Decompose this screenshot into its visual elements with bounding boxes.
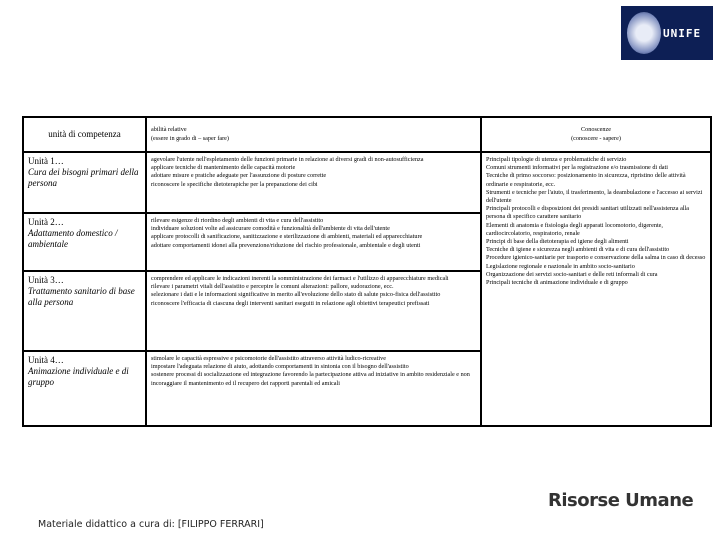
- knowledge-cell: [481, 152, 711, 426]
- header-abilities: [146, 117, 481, 152]
- knowledge-item: Legislazione regionale e nazionale in ambito socio-sanitario: [486, 262, 635, 270]
- unit-title: Unità 4…: [28, 355, 64, 365]
- ability-item: rilevare i parametri vitali dell'assistito e percepire le comuni alterazioni: pallore, sudorazione, ecc.: [151, 283, 394, 291]
- unit-title: Unità 3…: [28, 275, 64, 285]
- ability-item: rilevare esigenze di riordino degli ambienti di vita e cura dell'assistito: [151, 217, 324, 224]
- unit-title: Unità 1…: [28, 156, 64, 166]
- unit-cell: [23, 351, 146, 426]
- header-knowledge-title: Conoscenze: [581, 126, 611, 134]
- ability-item: impostare l'adeguata relazione di aiuto, adottando comportamenti in sintonia con il bisogno dell'assistito: [151, 363, 409, 371]
- abilities-cell: [146, 271, 481, 351]
- knowledge-item: Organizzazione dei servizi socio-sanitari e delle reti informali di cura: [486, 270, 658, 278]
- header-abilities-title: abilità relative: [151, 126, 187, 134]
- knowledge-item: Principali tipologie di utenza e problematiche di servizio: [486, 156, 627, 163]
- footer-credit: Materiale didattico a cura di: [FILIPPO FERRARI]: [38, 519, 264, 530]
- ability-item: applicare protocolli di sanificazione, sanitizzazione e sterilizzazione di ambienti, materiali ed apparecchiature: [151, 233, 423, 241]
- ability-item: applicare tecniche di mantenimento delle capacità motorie: [151, 164, 296, 172]
- unit-cell: [23, 213, 146, 271]
- unit-description: Cura dei bisogni primari della persona: [28, 167, 139, 188]
- ability-item: selezionare i dati e le informazioni significative in merito all'evoluzione dello stato di salute psico-fisica dell'assistito: [151, 291, 441, 299]
- unit-description: Animazione individuale e di gruppo: [28, 366, 129, 387]
- abilities-cell: [146, 351, 481, 426]
- risorse-umane-logo-text: Risorse Umane: [548, 490, 694, 511]
- knowledge-item: Principi di base della dietoterapia ed igiene degli alimenti: [486, 238, 629, 246]
- knowledge-item: Tecniche di igiene e sicurezza negli ambienti di vita e di cura dell'assistito: [486, 246, 670, 254]
- ability-item: stimolare le capacità espressive e psicomotorie dell'assistito attraverso attività ludico-ricreative: [151, 355, 386, 362]
- header-abilities-sub: (essere in grado di – saper fare): [151, 134, 229, 142]
- ability-item: adottare misure e pratiche adeguate per l'assunzione di posture corrette: [151, 172, 327, 180]
- header-knowledge-sub: (conoscere - sapere): [571, 134, 621, 142]
- table-header-row: [23, 117, 711, 152]
- unit-cell: [23, 271, 146, 351]
- ability-item: riconoscere l'efficacia di ciascuna degli interventi sanitari eseguiti in relazione agli obiettivi terapeutici prefissati: [151, 299, 430, 307]
- risorse-umane-logo: [548, 490, 693, 511]
- header-unit: unità di competenza: [23, 117, 146, 152]
- ability-item: incoraggiare il mantenimento ed il recupero dei rapporti parentali ed amicali: [151, 379, 340, 387]
- ability-item: riconoscere le specifiche dietoterapiche per la preparazione dei cibi: [151, 180, 318, 188]
- unife-logo: [621, 6, 713, 60]
- ability-item: adottare comportamenti idonei alla prevenzione/riduzione del rischio professionale, ambientale e degli utenti: [151, 241, 421, 249]
- knowledge-item: Elementi di anatomia e fisiologia degli apparati locomotorio, digerente, cardiocircolatorio, respiratorio, renale: [486, 221, 663, 237]
- unit-cell: [23, 152, 146, 213]
- ability-item: agevolare l'utente nell'espletamento delle funzioni primarie in relazione ai diversi gradi di non-autosufficienza: [151, 156, 424, 163]
- ability-item: sostenere processi di socializzazione ed integrazione favorendo la partecipazione attiva ad iniziative in ambito residenziale e non: [151, 371, 470, 379]
- knowledge-item: Principali tecniche di animazione individuale e di gruppo: [486, 279, 628, 287]
- abilities-cell: [146, 152, 481, 213]
- knowledge-item: Tecniche di primo soccorso: posizionamento in sicurezza, ripristino delle attività ordinarie e respiratorie, ecc.: [486, 172, 686, 188]
- abilities-cell: [146, 213, 481, 271]
- knowledge-item: Strumenti e tecniche per l'aiuto, il trasferimento, la deambulazione e l'accesso ai servizi dell'utente: [486, 188, 703, 205]
- knowledge-item: Procedure igienico-sanitarie per trasporto e conservazione della salma in caso di decesso: [486, 254, 706, 262]
- tree-icon: [627, 12, 661, 54]
- unit-title: Unità 2…: [28, 217, 64, 227]
- knowledge-item: Comuni strumenti informativi per la registrazione e/o trasmissione di dati: [486, 164, 668, 172]
- unife-logo-text: UNIFE: [663, 26, 702, 40]
- unit-description: Adattamento domestico / ambientale: [28, 228, 118, 249]
- table-row: [23, 152, 711, 213]
- ability-item: comprendere ed applicare le indicazioni inerenti la somministrazione dei farmaci e l'utilizzo di apparecchiature medicali: [151, 275, 449, 282]
- ability-item: individuare soluzioni volte ad assicurare comodità e funzionalità dell'ambiente di vita dell'utente: [151, 225, 390, 233]
- header-knowledge: [481, 117, 711, 152]
- unit-description: Trattamento sanitario di base alla persona: [28, 286, 135, 307]
- competency-table: [22, 116, 712, 427]
- knowledge-item: Principali protocolli e disposizioni dei presidi sanitari utilizzati nell'assistenza alla persona di specifico carattere sanitario: [486, 205, 690, 221]
